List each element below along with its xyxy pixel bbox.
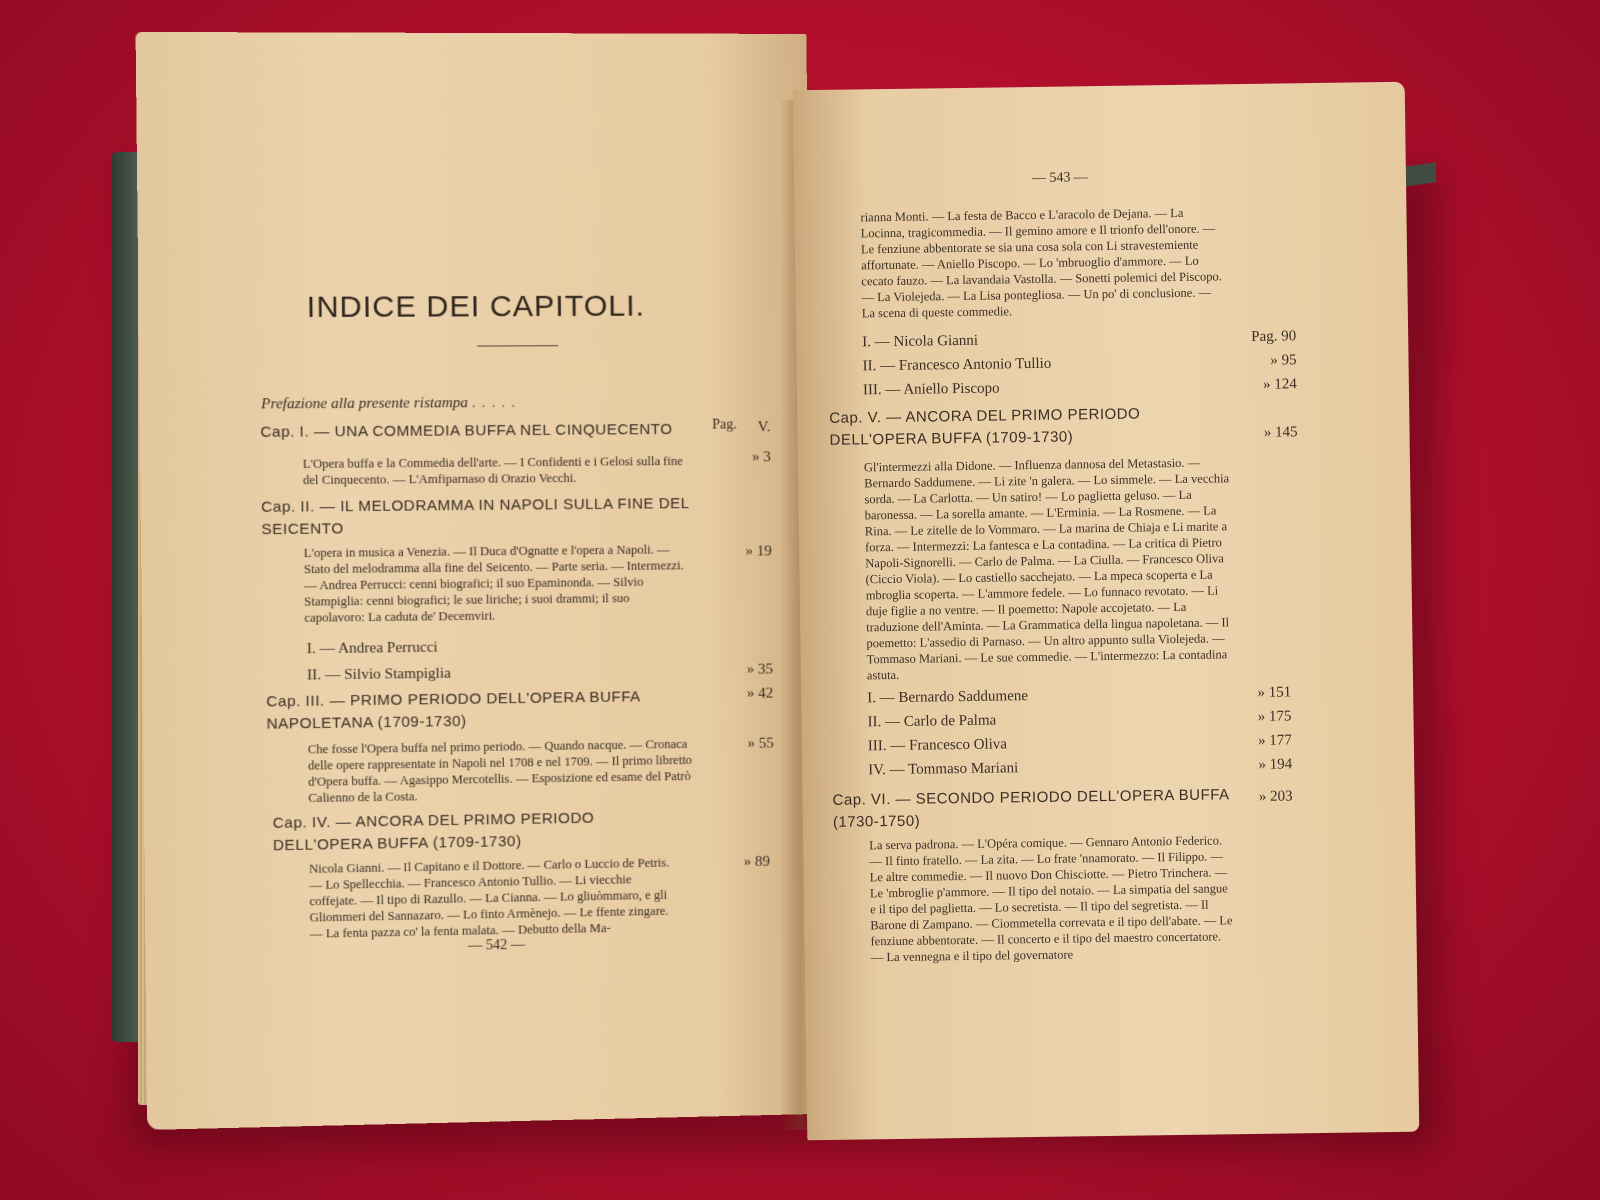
- toc-entry-prefazione[interactable]: Prefazione alla presente ristampa .....: [260, 394, 522, 413]
- toc-page-prefazione: V.: [757, 419, 771, 436]
- toc-page-depalma: » 175: [1257, 708, 1292, 725]
- toc-summary-cap4-cont: rianna Monti. — La festa de Bacco e L'aracolo de Dejana. — La Locinna, tragicommedia. — Il gemino amore e Il trionfo dell'onore. — Le fenziune abbentorate se sia una cosa sola con Li stravestemiente affortunate. — Aniello Piscopo. — Lo 'mbruoglio d'ammore. — Lo cecato fauzo. — La lavandaia Vastolla. — Sonetti polemici del Piscopo. — La Violejeda. — La Lisa pontegliosa. — Un po' di conclusione. — La scena di queste commedie.: [860, 205, 1222, 321]
- toc-entry-cap2[interactable]: Cap. II. — IL MELODRAMMA IN NAPOLI SULLA FINE DEL SEICENTO: [261, 495, 690, 539]
- right-page: [793, 82, 1420, 1140]
- page-number-right: — 543 —: [1031, 170, 1089, 186]
- toc-entry-depalma[interactable]: II. — Carlo de Palma: [867, 712, 997, 731]
- toc-entry-stampiglia[interactable]: II. — Silvio Stampiglia: [306, 665, 451, 684]
- page-title: INDICE DEI CAPITOLI.: [306, 289, 646, 325]
- toc-page-stampiglia: » 42: [746, 685, 774, 702]
- toc-summary-cap2: L'opera in musica a Venezia. — Il Duca d'Ognatte e l'opera a Napoli. — Stato del melodramma alla fine del Seicento. — Parte seria. — Intermezzi. — Andrea Perrucci: cenni biografici; il suo Epaminonda. — Silvio Stampiglia: cenni biografici; le sue liriche; i suoi drammi; il suo capolavoro: La caduta de' Decemviri.: [303, 542, 684, 625]
- toc-summary-cap3: Che fosse l'Opera buffa nel primo periodo. — Quando nacque. — Cronaca delle opere rappresentate in Napoli nel 1708 e nel 1709. — Il primo libretto d'Opera buffa. — Agasippo Mercotellis. — Esposizione ed esame del Patrò Calienno de la Costa.: [307, 736, 693, 806]
- toc-entry-oliva[interactable]: III. — Francesco Oliva: [867, 736, 1008, 755]
- toc-page-mariani: » 194: [1258, 756, 1293, 773]
- toc-entry-cap4[interactable]: Cap. IV. — ANCORA DEL PRIMO PERIODO DELL'OPERA BUFFA (1709-1730): [272, 809, 595, 855]
- toc-summary-cap4: Nicola Gianni. — Il Capitano e il Dottore. — Carlo o Luccio de Petris. — Lo Spellecchia. — Francesco Antonio Tullio. — Li viecchie coffejate. — Il tipo di Razullo. — La Cianna. — Lo gliuòmmaro, e gli Gliommeri del Sannazaro. — Lo finto Armènejo. — Le ffente zingare. — La fenta pazza co' la fenta malata. — Debutto della Ma-: [309, 855, 670, 941]
- toc-entry-gianni[interactable]: I. — Nicola Gianni: [862, 332, 979, 351]
- pag-header: Pag.: [712, 417, 737, 433]
- toc-entry-piscopo[interactable]: III. — Aniello Piscopo: [862, 380, 1000, 399]
- toc-summary-cap1: L'Opera buffa e la Commedia dell'arte. — I Confidenti e i Gelosi sulla fine del Cinquecento. — L'Amfiparnaso di Orazio Vecchi.: [302, 453, 683, 488]
- toc-page-cap2: » 19: [745, 543, 772, 560]
- page-number-left: — 542 —: [468, 937, 526, 954]
- left-page: [136, 32, 818, 1130]
- toc-page-cap4: » 89: [743, 853, 771, 871]
- toc-entry-mariani[interactable]: IV. — Tommaso Mariani: [868, 760, 1019, 779]
- toc-page-oliva: » 177: [1257, 732, 1292, 749]
- toc-summary-cap6: La serva padrona. — L'Opéra comique. — Gennaro Antonio Federico. — Il finto fratello. — La zita. — Lo frate 'nnamorato. — Il Filippo. — Le altre commedie. — Il nuovo Don Chisciotte. — Pietro Trinchera. — Le 'mbroglie p'ammore. — Il tipo del notaio. — La simpatia del sangue e il tipo del paglietta. — Lo secretista. — Il tipo del segretista. — Il Barone di Zampano. — Ciommetella correvata e il tipo dell'abate. — Le fenziune abbentorate. — Il concerto e il tipo del maestro concertatore. — La vennegna e il tipo del governatore: [869, 833, 1233, 965]
- title-rule: [477, 345, 558, 346]
- toc-entry-tullio[interactable]: II. — Francesco Antonio Tullio: [862, 355, 1052, 375]
- toc-entry-perrucci[interactable]: I. — Andrea Perrucci: [306, 639, 438, 658]
- toc-page-gianni: Pag. 90: [1251, 328, 1297, 345]
- toc-page-perrucci: » 35: [746, 661, 774, 678]
- toc-page-tullio: » 95: [1270, 352, 1297, 369]
- toc-page-piscopo: » 124: [1262, 376, 1297, 393]
- toc-entry-cap6[interactable]: Cap. VI. — SECONDO PERIODO DELL'OPERA BUFFA (1730-1750): [832, 786, 1229, 831]
- toc-entry-cap1[interactable]: Cap. I. — UNA COMMEDIA BUFFA NEL CINQUECENTO: [260, 420, 673, 441]
- toc-entry-saddumene[interactable]: I. — Bernardo Saddumene: [867, 688, 1029, 707]
- toc-summary-cap5: Gl'intermezzi alla Didone. — Influenza dannosa del Metastasio. — Bernardo Saddumene. — Li zite 'n galera. — Lo simmele. — La vecchia sorda. — La Carlotta. — Un satiro! — Lo paglietta geluso. — La baronessa. — La sorella amante. — L'Erminia. — La Rosmene. — La Rina. — Le zitelle de lo Vommaro. — La marina de Chiaja e Li marite a forza. — Intermezzi: La fantesca e La contadina. — La critica di Pietro Napoli-Signorelli. — Carlo de Palma. — La Ciulla. — Francesco Oliva (Ciccio Viola). — Lo castiello sacchejato. — La mpeca scoperta e La mbroglia scoperta. — L'ammore fedele. — Lo funnaco revotato. — Li duje figlie a no ventre. — Il poemetto: Napole accojetato. — La traduzione dell'Aminta. — La Grammatica della lingua napoletana. — Il poemetto: L'assedio di Parnaso. — Un altro appunto sulla Violejeda. — Tommaso Mariani. — Le sue commedie. — L'intermezzo: La contadina astuta.: [863, 455, 1230, 683]
- toc-page-cap6: » 203: [1258, 788, 1293, 805]
- toc-page-cap5: » 145: [1263, 424, 1298, 441]
- toc-page-cap3: » 55: [747, 735, 774, 752]
- toc-page-cap1: » 3: [751, 449, 771, 466]
- toc-entry-cap5[interactable]: Cap. V. — ANCORA DEL PRIMO PERIODO DELL'OPERA BUFFA (1709-1730): [829, 405, 1141, 449]
- toc-entry-cap3[interactable]: Cap. III. — PRIMO PERIODO DELL'OPERA BUFFA NAPOLETANA (1709-1730): [266, 688, 641, 733]
- toc-page-saddumene: » 151: [1257, 684, 1292, 701]
